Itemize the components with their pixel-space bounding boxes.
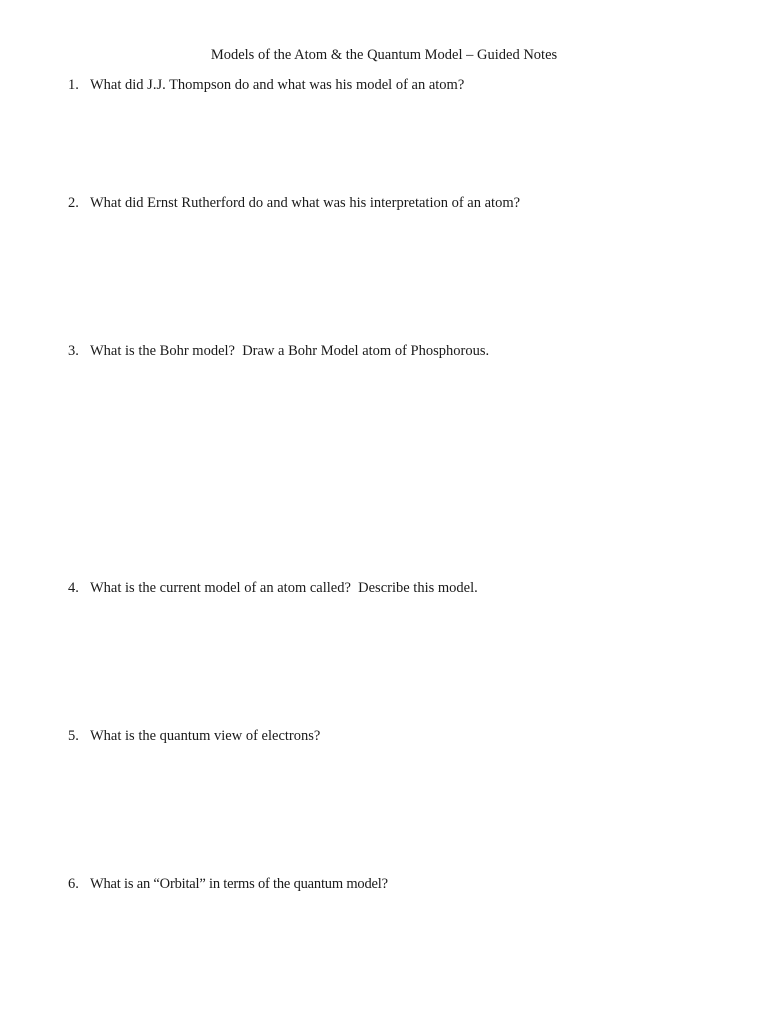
question-text: What is an “Orbital” in terms of the quantum model? [90, 876, 388, 892]
question-number: 6. [68, 876, 79, 892]
question-number: 4. [68, 580, 79, 596]
question-item-3 [68, 341, 489, 361]
question-number: 1. [68, 77, 79, 93]
page-title: Models of the Atom & the Quantum Model – Guided Notes [210, 47, 558, 63]
question-text: What is the current model of an atom called? Describe this model. [90, 580, 478, 596]
question-number: 5. [68, 728, 79, 744]
question-text: What is the Bohr model? Draw a Bohr Model atom of Phosphorous. [90, 343, 490, 359]
question-number: 3. [68, 343, 79, 359]
question-number: 2. [68, 195, 79, 211]
question-item-2 [68, 193, 520, 213]
question-item-6 [68, 874, 388, 894]
question-item-5 [68, 726, 320, 746]
question-text: What is the quantum view of electrons? [90, 728, 321, 744]
question-item-1 [68, 75, 464, 95]
question-text: What did J.J. Thompson do and what was his model of an atom? [90, 77, 465, 93]
question-item-4 [68, 578, 478, 598]
question-text: What did Ernst Rutherford do and what was his interpretation of an atom? [90, 195, 521, 211]
